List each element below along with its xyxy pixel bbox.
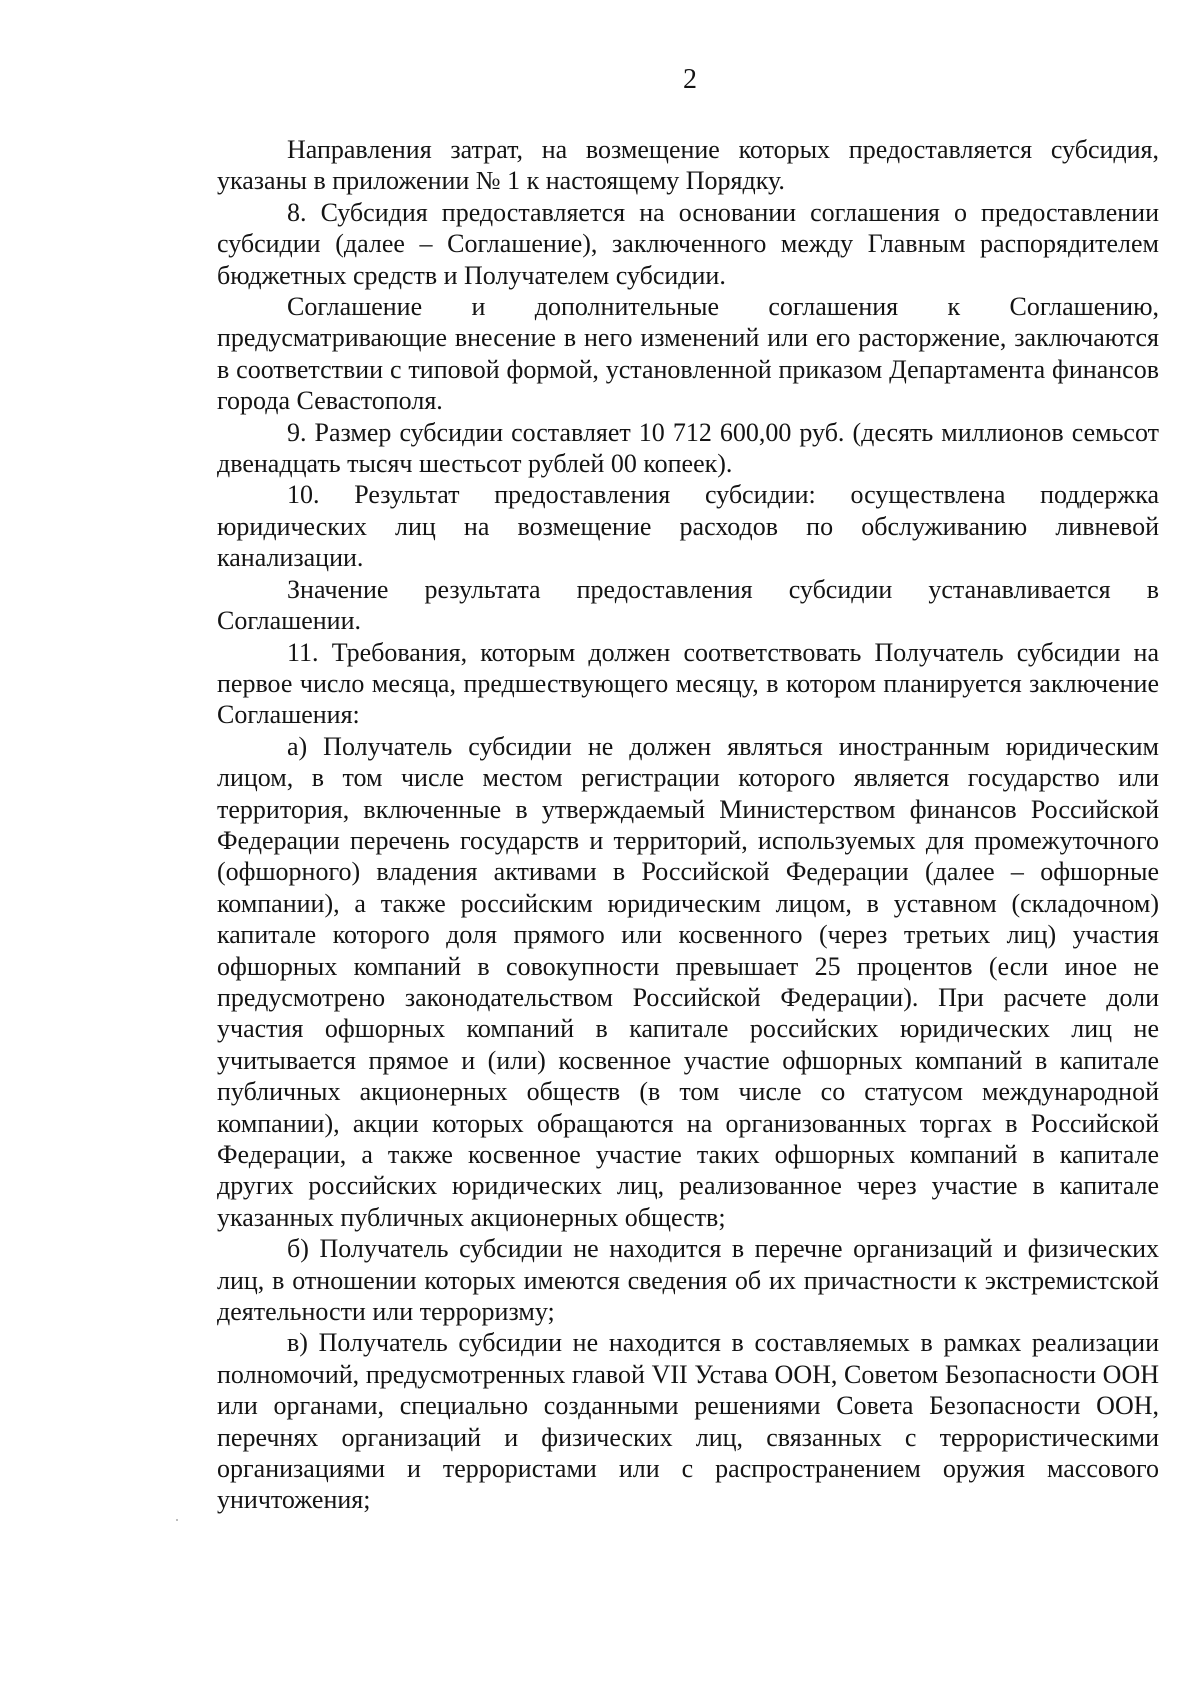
page-number: 2 — [683, 64, 697, 95]
paragraph-11-requirements: 11. Требования, которым должен соответствовать Получатель субсидии на первое число месяца, предшествующего месяцу, в котором планируется заключение Соглашения: — [217, 637, 1159, 730]
paragraph-11a-offshore: а) Получатель субсидии не должен являться иностранным юридическим лицом, в том числе местом регистрации которого является государство или территория, включенные в утверждаемый Министерством финансов Российской Федерации перечень государств и территорий, используемых для промежуточного (офшорного) владения активами в Российской Федерации (далее – офшорные компании), а также российским юридическим лицом, в уставном (складочном) капитале которого доля прямого или косвенного (через третьих лиц) участия офшорных компаний в совокупности превышает 25 процентов (если иное не предусмотрено законодательством Российской Федерации). При расчете доли участия офшорных компаний в капитале российских юридических лиц не учитывается прямое и (или) косвенное участие офшорных компаний в капитале публичных акционерных обществ (в том числе со статусом международной компании), акции которых обращаются на организованных торгах в Российской Федерации, а также косвенное участие таких офшорных компаний в капитале других российских юридических лиц, реализованное через участие в капитале указанных публичных акционерных обществ; — [217, 731, 1159, 1232]
paragraph-11b-extremism-list: б) Получатель субсидии не находится в перечне организаций и физических лиц, в отношении которых имеются сведения об их причастности к экстремистской деятельности или терроризму; — [217, 1234, 1159, 1327]
document-body — [217, 134, 1159, 1516]
paragraph-10-subsidy-result: 10. Результат предоставления субсидии: осуществлена поддержка юридических лиц на возмещение расходов по обслуживанию ливневой канализации. — [217, 480, 1159, 573]
paragraph-8-agreement-basis: 8. Субсидия предоставляется на основании соглашения о предоставлении субсидии (далее – Соглашение), заключенного между Главным распорядителем бюджетных средств и Получателем субсидии. — [217, 197, 1159, 290]
paragraph-result-value: Значение результата предоставления субсидии устанавливается в Соглашении. — [217, 574, 1159, 636]
scan-speck — [176, 1519, 178, 1521]
paragraph-9-subsidy-amount: 9. Размер субсидии составляет 10 712 600,00 руб. (десять миллионов семьсот двенадцать тысяч шестьсот рублей 00 копеек). — [217, 417, 1159, 479]
paragraph-11v-un-lists: в) Получатель субсидии не находится в составляемых в рамках реализации полномочий, предусмотренных главой VII Устава ООН, Советом Безопасности ООН или органами, специально созданными решениями Совета Безопасности ООН, перечнях организаций и физических лиц, связанных с террористическими организациями и террористами или с распространением оружия массового уничтожения; — [217, 1328, 1159, 1515]
paragraph-cost-directions: Направления затрат, на возмещение которых предоставляется субсидия, указаны в приложении № 1 к настоящему Порядку. — [217, 135, 1159, 196]
paragraph-agreement-form: Соглашение и дополнительные соглашения к Соглашению, предусматривающие внесение в него изменений или его расторжение, заключаются в соответствии с типовой формой, установленной приказом Департамента финансов города Севастополя. — [217, 292, 1159, 416]
